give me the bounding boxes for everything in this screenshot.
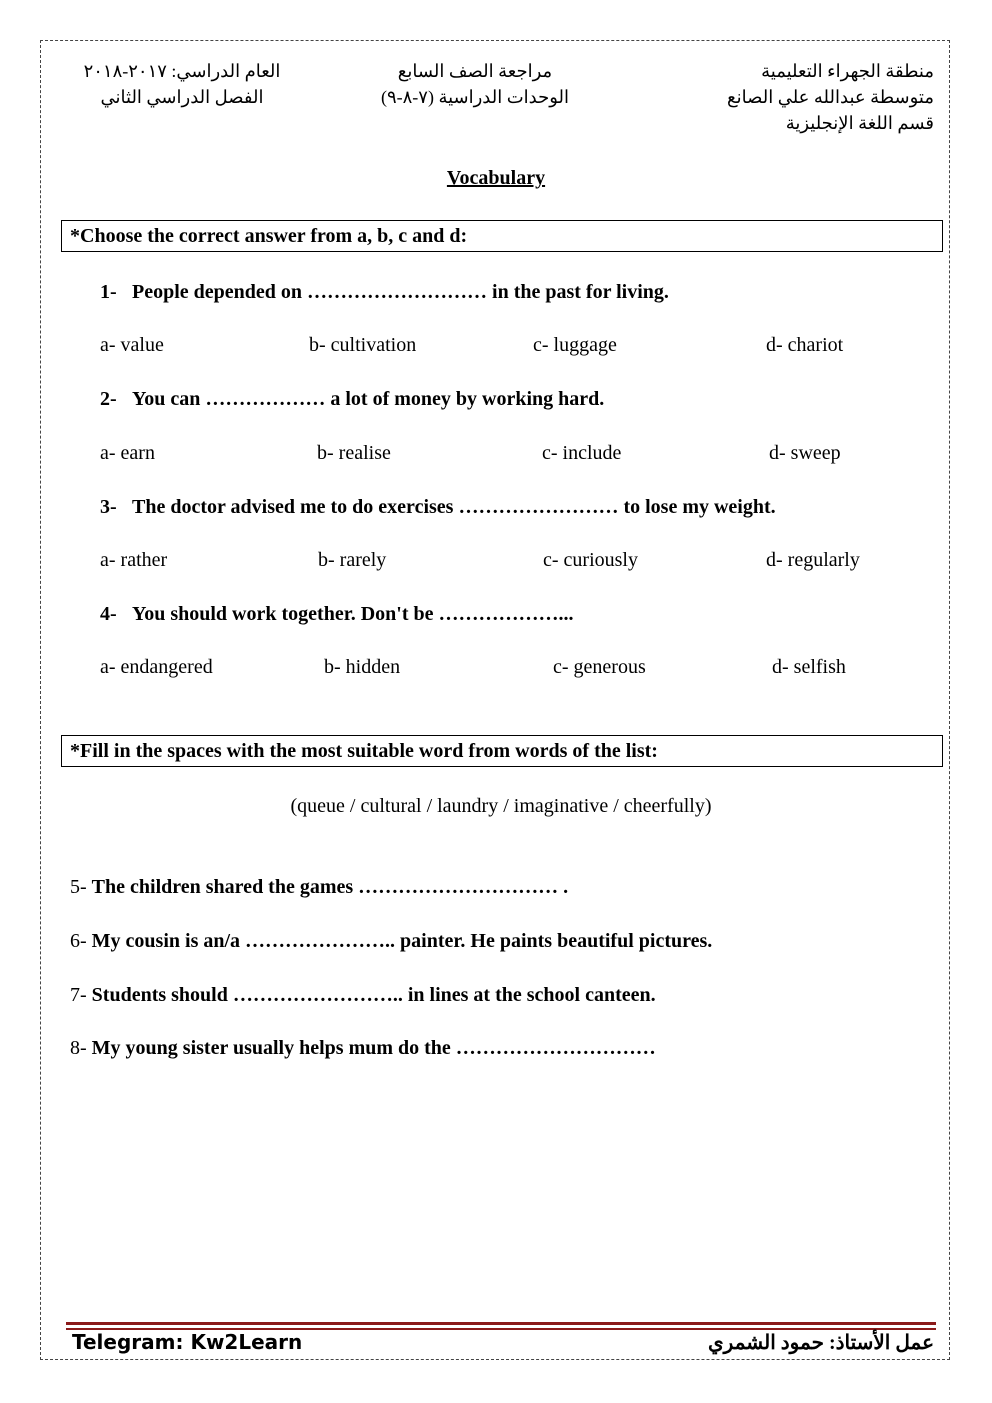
- q4-option-b: b- hidden: [324, 656, 401, 678]
- question-number: 1-: [100, 281, 117, 303]
- section1-instruction: *Choose the correct answer from a, b, c and d:: [61, 220, 943, 252]
- q2-option-a: a- earn: [100, 442, 155, 464]
- question-text: The doctor advised me to do exercises …………………… to lose my weight.: [132, 496, 776, 518]
- header-school-info: [727, 58, 934, 136]
- word-list: (queue / cultural / laundry / imaginative / cheerfully): [290, 795, 712, 817]
- q3-option-d: d- regularly: [766, 549, 860, 571]
- question-3: [100, 496, 776, 519]
- page-title: Vocabulary: [446, 167, 546, 189]
- q1-option-a: a- value: [100, 334, 164, 356]
- question-number: 3-: [100, 496, 117, 518]
- fill-question-8: [70, 1037, 656, 1060]
- question-text: Students should …………………….. in lines at the school canteen.: [91, 984, 656, 1006]
- footer-teacher: عمل الأستاذ: حمود الشمري: [708, 1332, 934, 1354]
- q4-option-d: d- selfish: [772, 656, 846, 678]
- header-grade-review: مراجعة الصف السابع: [397, 61, 553, 81]
- header-district: منطقة الجهراء التعليمية: [761, 61, 934, 81]
- header-academic-year: العام الدراسي: ٢٠١٧-٢٠١٨: [83, 61, 281, 81]
- header-year-info: [72, 58, 292, 110]
- q3-option-c: c- curiously: [543, 549, 638, 571]
- question-text: My young sister usually helps mum do the …………………………: [91, 1037, 656, 1059]
- q4-option-a: a- endangered: [100, 656, 213, 678]
- question-text: People depended on ……………………… in the past for living.: [132, 281, 669, 303]
- question-number: 6-: [70, 930, 87, 952]
- q3-option-a: a- rather: [100, 549, 168, 571]
- footer-divider: [66, 1322, 936, 1325]
- fill-question-5: [70, 876, 568, 899]
- header-review-info: [370, 58, 580, 110]
- header-school: متوسطة عبدالله علي الصانع: [727, 87, 934, 107]
- question-number: 5-: [70, 876, 87, 898]
- question-number: 2-: [100, 388, 117, 410]
- header-semester: الفصل الدراسي الثاني: [100, 87, 264, 107]
- question-text: The children shared the games ………………………… .: [91, 876, 569, 898]
- question-2: [100, 388, 604, 411]
- question-text: My cousin is an/a ………………….. painter. He paints beautiful pictures.: [91, 930, 713, 952]
- q1-option-b: b- cultivation: [309, 334, 417, 356]
- footer-telegram: Telegram: Kw2Learn: [72, 1330, 303, 1354]
- q1-option-d: d- chariot: [766, 334, 844, 356]
- q4-option-c: c- generous: [553, 656, 646, 678]
- q2-option-d: d- sweep: [769, 442, 841, 464]
- q2-option-c: c- include: [542, 442, 622, 464]
- q3-option-b: b- rarely: [318, 549, 387, 571]
- header-units: الوحدات الدراسية (٧-٨-٩): [380, 87, 570, 107]
- question-number: 4-: [100, 603, 117, 625]
- header-department: قسم اللغة الإنجليزية: [785, 113, 934, 133]
- question-number: 7-: [70, 984, 87, 1006]
- question-1: [100, 281, 669, 304]
- section2-instruction: *Fill in the spaces with the most suitable word from words of the list:: [61, 735, 943, 767]
- fill-question-6: [70, 930, 712, 953]
- question-number: 8-: [70, 1037, 87, 1059]
- q1-option-c: c- luggage: [533, 334, 617, 356]
- q2-option-b: b- realise: [317, 442, 391, 464]
- question-4: [100, 603, 574, 626]
- question-text: You can ……………… a lot of money by working hard.: [132, 388, 605, 410]
- question-text: You should work together. Don't be ………………...: [132, 603, 574, 625]
- fill-question-7: [70, 984, 656, 1007]
